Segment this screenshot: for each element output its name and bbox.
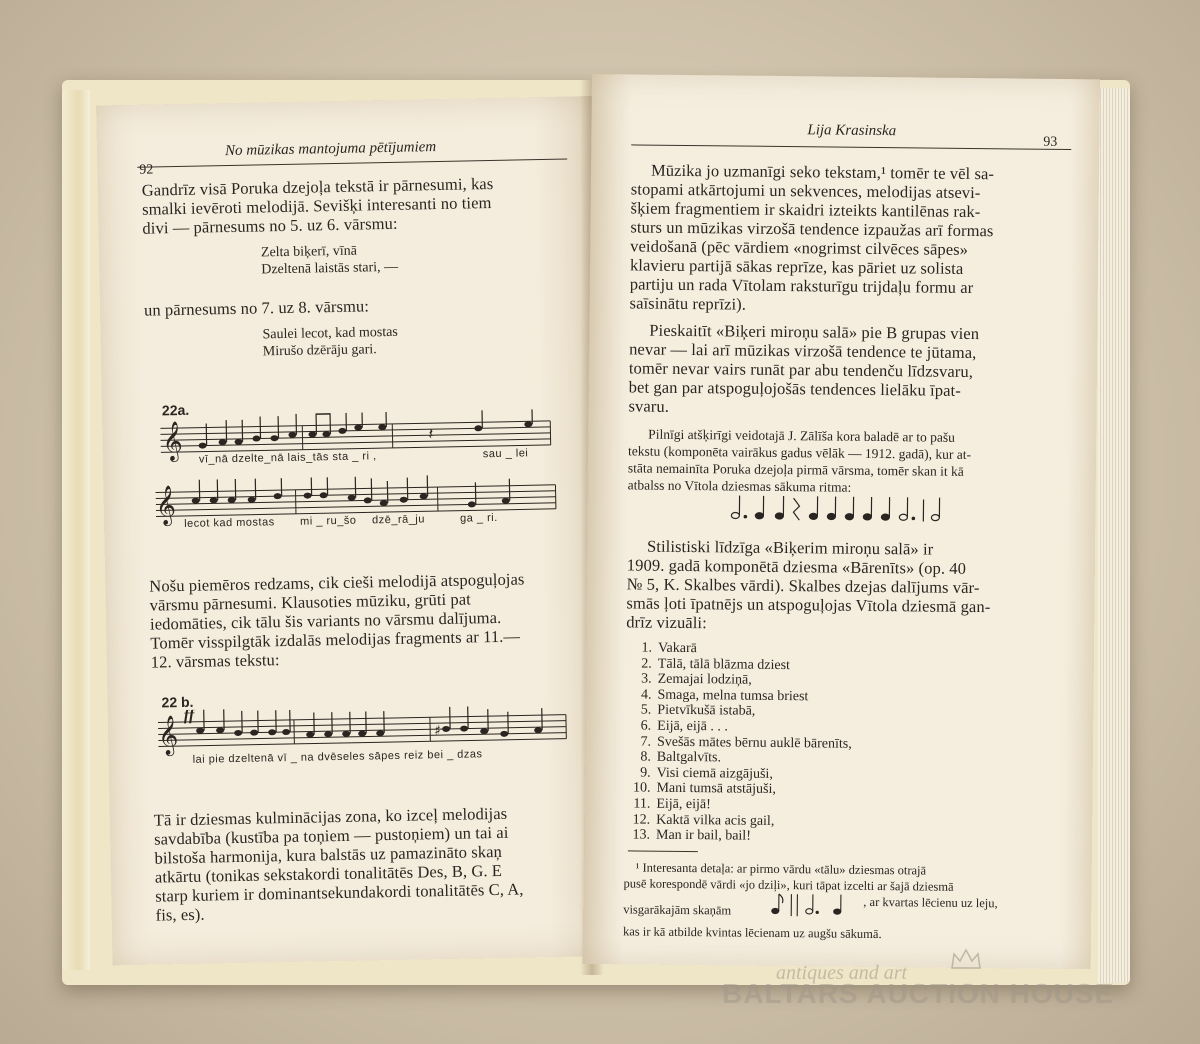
r-paragraph-1-line-3: šķiem fragmentiem ir skaidri izteikts kantilēnas rak- [630,198,981,222]
left-page [96,96,610,965]
verse-item: 3. Zemajai lodziņā, [641,671,752,688]
svg-text:𝄞: 𝄞 [155,485,177,526]
lyrics-22a-line-1b: sau _ lei [482,447,529,461]
verse-item: 2. Tālā, tālā blāzma dziest [641,656,791,673]
lyrics-22a-line-2d: ga _ ri. [459,511,498,525]
paragraph-1-line-2: smalki ievēroti melodijā. Sevišķi interesanti no tiem [141,192,492,219]
r-paragraph-4-line-1: Stilistiski līdzīga «Biķerim miroņu salā» ir [646,536,934,559]
watermark-tagline: antiques and art [776,962,908,984]
verse-item: 8. Baltgalvīts. [640,749,722,766]
paragraph-3-line-5: 12. vārsmas tekstu: [150,650,280,672]
example-22a-label: 22a. [161,401,190,419]
lyrics-22a-line-2c: dzē_rā_ju [371,513,426,527]
quote-1-line-2: Dzeltenā laistās stari, — [261,259,399,278]
verse-item: 1. Vakarā [641,640,697,657]
paragraph-3-line-1: Nošu piemēros redzams, cik cieši melodijā atspoguļojas [149,569,525,596]
quote-2-line-1: Saulei lecot, kad mostas [262,324,398,343]
footnote-line-4: kas ir kā atbilde kvintas lēcienam uz augšu sākumā. [622,924,882,942]
r-paragraph-4-line-4: smās ļoti īpatnējs un atspoguļojas Vītola dziesmā gan- [626,593,991,617]
paragraph-4-line-2: savdabība (kustība pa toņiem — pustoņiem) un tai ai [154,822,509,849]
right-page [583,74,1100,969]
header-rule-left [137,159,567,168]
paragraph-4-line-1: Tā ir dziesmas kulminācijas zona, ko izceļ melodijas [153,803,508,830]
paragraph-4-line-4: atkārtu (tonikas sekstakordi tonalitātēs Des, B, G. E [154,860,503,887]
paragraph-3-line-3: iedomāties, cik tālu šis variants no vārsmu dalījuma. [149,607,502,634]
rhythm-notation [727,489,987,528]
r-paragraph-1-line-6: klavieru partijā sākas reprīze, kas pāriet uz solista [629,255,964,278]
r-paragraph-4-line-5: drīz vizuāli: [626,612,707,633]
r-paragraph-3-line-4: atbalss no Vītola dziesmas sākuma ritma: [627,477,852,495]
footnote-line-3b: , ar kvartas lēcienu uz leju, [863,894,998,911]
verse-item: 4. Smaga, melna tumsa briest [640,687,809,705]
running-header-right: Lija Krasinska [807,122,897,140]
lyrics-22a-line-2: lecot kad mostas [184,516,275,530]
paragraph-4-line-6: fis, es). [155,904,205,925]
svg-text:𝄞: 𝄞 [162,420,184,462]
verse-item: 10. Mani tumsā atstājuši, [632,780,776,798]
r-paragraph-1-line-1: Mūzika jo uzmanīgi seko tekstam,¹ tomēr te vēl sa- [650,160,995,184]
r-paragraph-1-line-8: saīsinātu reprīzi). [629,293,747,314]
paragraph-2: un pārnesums no 7. uz 8. vārsmu: [143,296,370,320]
r-paragraph-2-line-2: nevar — lai arī mūzikas virzošā tendence te jūtama, [629,339,977,363]
header-rule-right [631,144,1071,150]
r-paragraph-1-line-7: partiju un rada Vītolam raksturīgu trijdaļu formu ar [629,274,974,298]
page-number-left: 92 [139,162,154,178]
r-paragraph-3-line-3: stāta nemainīta Poruka dzejoļa pirmā vārsma, tomēr skan it kā [627,460,964,479]
r-paragraph-2-line-3: tomēr nevar vairs runāt par abu tendenču līdzsvaru, [628,358,974,382]
paragraph-4-line-3: bilstoša harmonija, kura balstās uz pamazināto skaņ [154,841,503,868]
r-paragraph-2-line-1: Pieskaitīt «Biķeri miroņu salā» pie B grupas vien [649,320,980,344]
lyrics-22a-line-1: vī_nā dzelte_nā lais_tās sta _ ri , [198,450,377,466]
book-spine-edge [62,90,90,970]
verse-list [628,640,853,845]
lyrics-22b: lai pie dzeltenā vī _ na dvēseles sāpes reiz bei _ dzas [192,748,483,766]
r-paragraph-2-line-5: svaru. [628,396,670,416]
watermark-brand: BALTARS AUCTION HOUSE [722,978,1115,1009]
svg-text:𝄽: 𝄽 [428,424,434,444]
r-paragraph-2-line-4: bet gan par atspoguļojošās tendences lielāku īpat- [628,377,961,400]
r-paragraph-3-line-1: Pilnīgi atšķirīgi veidotajā J. Zālīša kora baladē ar to pašu [648,426,955,445]
verse-item: 7. Svešās mātes bērnu auklē bārenīts, [640,734,852,752]
quote-2-line-2: Mirušo dzērāju gari. [262,342,377,360]
running-header-left: No mūzikas mantojuma pētījumiem [224,139,437,160]
paragraph-1-line-1: Gandrīz visā Poruka dzejoļa tekstā ir pārnesumi, kas [141,173,494,200]
footnote-rule [628,850,698,852]
paragraph-3-line-4: Tomēr visspilgtāk izdalās melodijas fragments ar 11.— [150,626,521,653]
footnote-line-1: ¹ Interesanta detaļa: ar pirmo vārdu «tālu» dziesmas otrajā [635,860,927,878]
page-stack [1098,88,1130,983]
paragraph-3-line-2: vārsmu pārnesumi. Klausoties mūziku, grūti pat [149,589,472,615]
verse-item: 6. Eijā, eijā . . . [640,718,729,735]
verse-item: 9. Visi ciemā aizgājuši, [640,765,773,782]
svg-text:♯: ♯ [434,723,442,740]
quote-1-line-1: Zelta biķerī, vīnā [260,243,358,261]
music-staff-22a-1 [160,409,561,477]
paragraph-1-line-3: divi — pārnesums no 5. uz 6. vārsmu: [142,213,398,238]
verse-item: 11. Eijā, eijā! [633,796,711,813]
r-paragraph-3-line-2: tekstu (komponēta vairākus gadus vēlāk — 1912. gadā), kur at- [627,443,972,462]
footnote-line-3a: visgarākajām skaņām [623,902,732,918]
lyrics-22a-line-2b: mi _ ru_šo [300,514,357,528]
example-22b-label: 22 b. [161,693,194,711]
svg-text:ff: ff [183,706,195,724]
r-paragraph-1-line-2: stopami atkārtojumi un sekvences, melodijas atsevi- [630,179,981,203]
crown-icon [950,948,982,970]
svg-text:𝄞: 𝄞 [157,715,179,756]
r-paragraph-1-line-5: veidošanā (pēc vārdiem «nogrimst cilvēces sāpes» [630,236,969,259]
verse-item: 13. Man ir bail, bail! [632,827,751,844]
footnote-line-2: pusē korespondē vārdi «jo dziļi», kuri tāpat izcelti ar šajā dziesmā [623,876,954,894]
paragraph-4-line-5: starp kuriem ir dominantsekundakordi tonalitātēs C, A, [155,879,524,906]
verse-item: 12. Kaktā vilka acis gail, [632,811,775,829]
r-paragraph-1-line-4: sturs un mūzikas virzošā tendence izpaužas arī formas [630,217,994,241]
footnote-rhythm [769,890,859,919]
r-paragraph-4-line-3: № 5, K. Skalbes vārdi). Skalbes dzejas dalījums vār- [626,574,980,598]
page-number-right: 93 [1043,134,1058,150]
r-paragraph-4-line-2: 1909. gadā komponētā dziesma «Bārenīts» (op. 40 [626,555,967,578]
verse-item: 5. Pietvīkušā istabā, [640,702,756,720]
